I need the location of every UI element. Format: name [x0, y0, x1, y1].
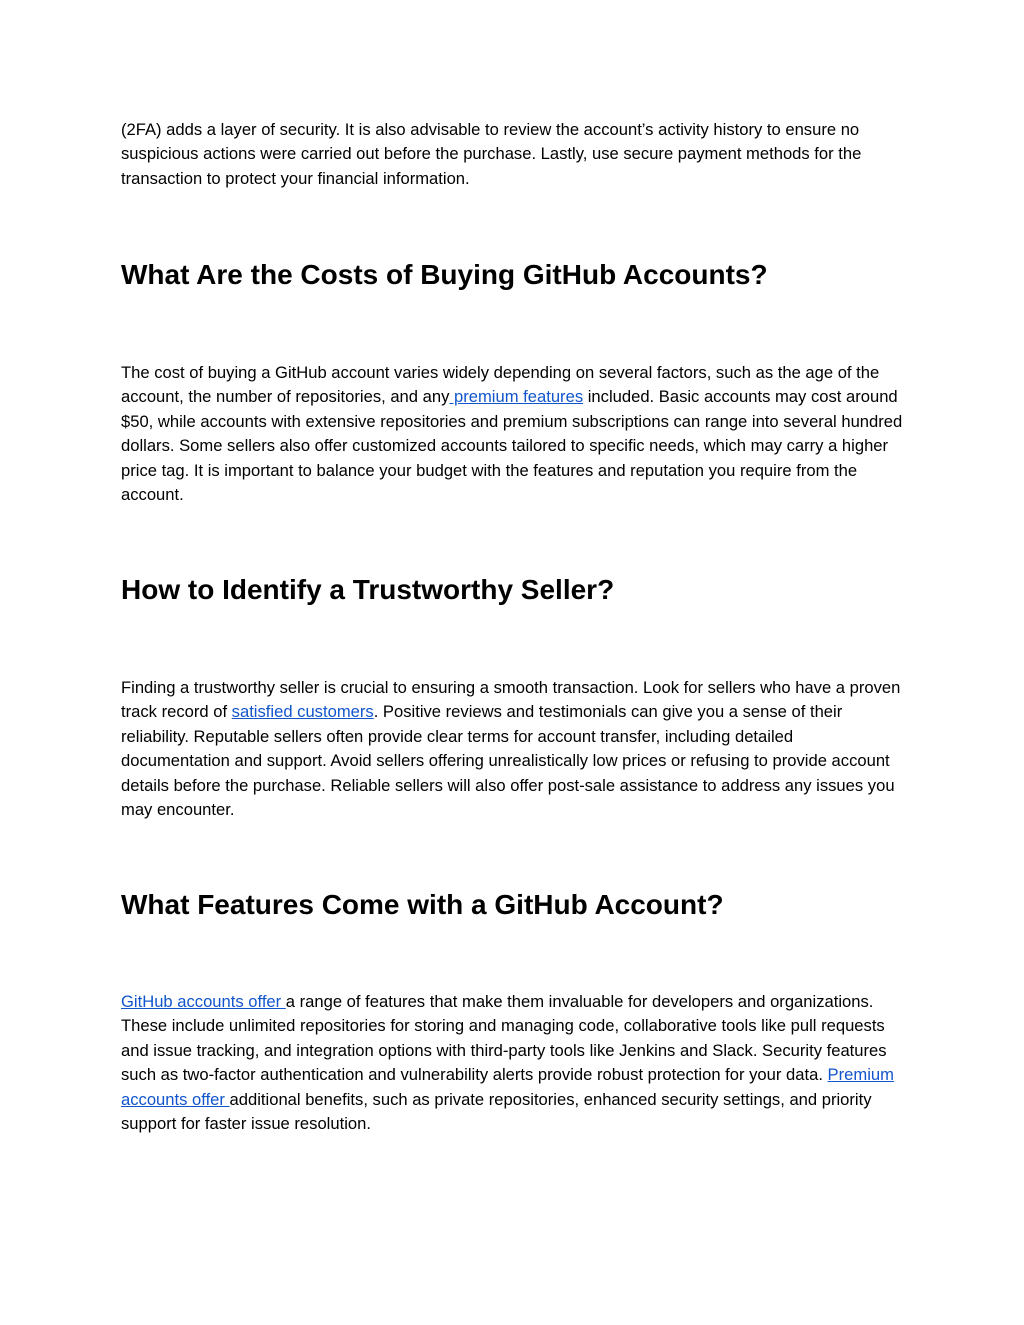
- premium-accounts-offer-link[interactable]: Premium accounts offer: [121, 1065, 894, 1109]
- features-paragraph: [121, 990, 906, 1136]
- costs-heading: What Are the Costs of Buying GitHub Accounts?: [121, 259, 768, 290]
- features-heading: What Features Come with a GitHub Account?: [121, 889, 724, 920]
- satisfied-customers-link[interactable]: satisfied customers: [231, 702, 374, 722]
- features-text-end: additional benefits, such as private repositories, enhanced security settings, and priority support for faster issue resolution.: [121, 1089, 872, 1134]
- costs-paragraph: [121, 361, 906, 507]
- seller-text-end: . Positive reviews and testimonials can give you a sense of their reliability. Reputable sellers often provide clear terms for account transfer, including detailed documentation and support. Avoid sellers offering unrealistically low prices or refusing to provide account details before the purchase. Reliable sellers will also offer post-sale assistance to address any issues you may encounter.: [121, 702, 895, 820]
- intro-paragraph: [121, 118, 906, 191]
- intro-text: (2FA) adds a layer of security. It is also advisable to review the account’s activity history to ensure no suspicious actions were carried out before the purchase. Lastly, use secure payment methods for the transaction to protect your financial information.: [121, 120, 862, 188]
- features-text-middle: a range of features that make them invaluable for developers and organizations. These include unlimited repositories for storing and managing code, collaborative tools like pull requests and issue tracking, and integration options with third-party tools like Jenkins and Slack. Security features such as two-factor authentication and vulnerability alerts provide robust protection for your data.: [121, 992, 887, 1085]
- seller-paragraph: [121, 676, 906, 822]
- premium-features-link[interactable]: premium features: [449, 387, 584, 407]
- costs-text-start: The cost of buying a GitHub account varies widely depending on several factors, such as the age of the account, the number of repositories, and any: [121, 363, 880, 407]
- seller-heading: How to Identify a Trustworthy Seller?: [121, 574, 615, 605]
- costs-text-end: included. Basic accounts may cost around $50, while accounts with extensive repositories and premium subscriptions can range into several hundred dollars. Some sellers also offer customized accounts tailored to specific needs, which may carry a higher price tag. It is important to balance your budget with the features and reputation you require from the account.: [121, 387, 903, 505]
- seller-text-start: Finding a trustworthy seller is crucial to ensuring a smooth transaction. Look for sellers who have a proven track record of: [121, 678, 901, 722]
- github-accounts-offer-link[interactable]: GitHub accounts offer: [121, 992, 286, 1011]
